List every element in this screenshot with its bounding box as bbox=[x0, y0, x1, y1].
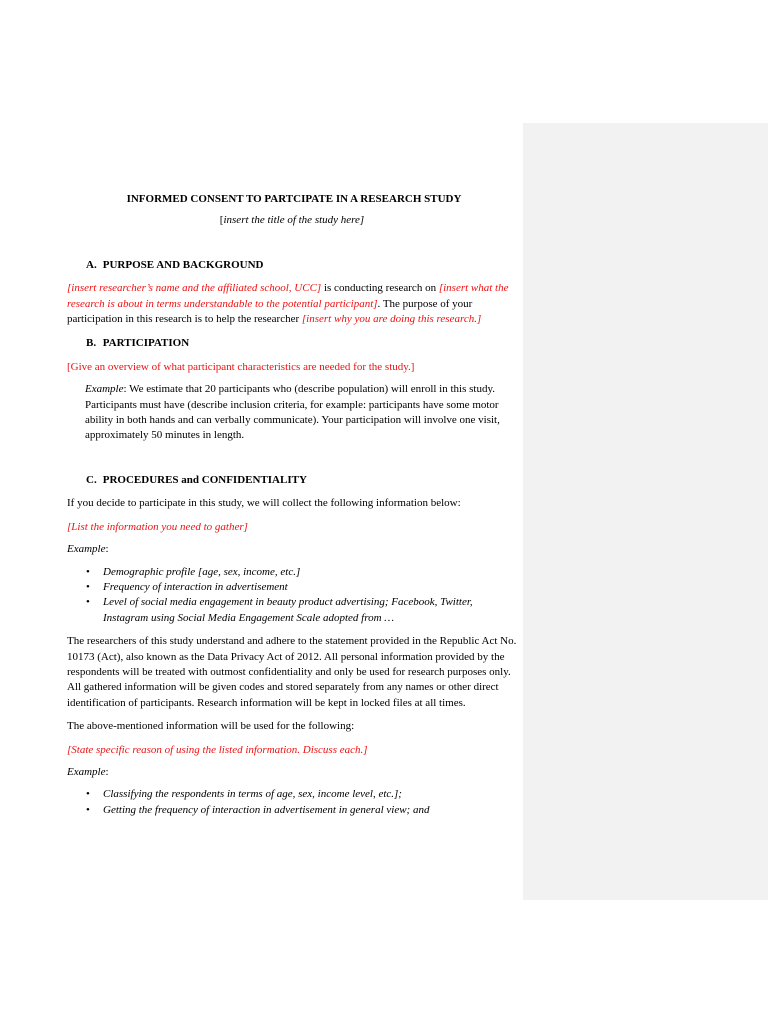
section-b-example-label: Example bbox=[85, 383, 124, 396]
list-item-text: Frequency of interaction in advertisement bbox=[103, 580, 288, 593]
document-subtitle bbox=[67, 213, 517, 228]
section-b-letter: B. bbox=[86, 337, 97, 350]
section-c-letter: C. bbox=[86, 473, 97, 486]
section-a-heading bbox=[67, 258, 517, 273]
placeholder-research-topic: [insert what the research is about in terms understandable to the potential participant] bbox=[67, 282, 509, 310]
usage-instruction: [State specific reason of using the listed information. Discuss each.] bbox=[67, 743, 368, 756]
section-c-intro: If you decide to participate in this study, we will collect the following information below: bbox=[67, 497, 461, 510]
section-a-text-1: is conducting research on bbox=[321, 282, 439, 295]
section-b-heading bbox=[67, 336, 517, 351]
list-item bbox=[67, 787, 517, 802]
bullet-icon: • bbox=[86, 788, 90, 801]
section-b-example-text: : We estimate that 20 participants who (describe population) will enroll in this study. Participants must have (describe inclusion criteria, for example: participants have some motor ability in both hands and can verbally communicate). Your participation will involve one visit, approximately 50 minutes in length. bbox=[85, 383, 500, 442]
list-item bbox=[67, 803, 517, 818]
comments-pane[interactable] bbox=[523, 123, 768, 900]
section-a-letter: A. bbox=[86, 258, 97, 271]
section-c-example-colon: : bbox=[105, 543, 109, 556]
list-item bbox=[67, 565, 517, 580]
list-item-text: Level of social media engagement in beauty product advertising; Facebook, Twitter, Instagram using Social Media Engagement Scale adopted from … bbox=[103, 596, 473, 624]
list-item bbox=[67, 595, 517, 626]
usage-bullet-list bbox=[67, 787, 517, 818]
usage-example bbox=[67, 765, 517, 780]
placeholder-researcher: [insert researcher’s name and the affiliated school, UCC] bbox=[67, 282, 322, 295]
section-b-example bbox=[67, 382, 517, 444]
bullet-icon: • bbox=[86, 596, 90, 609]
bullet-icon: • bbox=[86, 565, 90, 578]
list-item-text: Demographic profile [age, sex, income, etc.] bbox=[103, 565, 301, 578]
section-b-title: PARTICIPATION bbox=[102, 337, 190, 350]
list-item bbox=[67, 580, 517, 595]
section-c-instruction: [List the information you need to gather] bbox=[67, 520, 248, 533]
confidentiality-paragraph: The researchers of this study understand and adhere to the statement provided in the Republic Act No. 10173 (Act), also known as the Data Privacy Act of 2012. All personal information provided by the respondents will be treated with outmost confidentiality and only be used for research purposes only. All gathered information will be given codes and stored separately from any names or other direct identification of participants. Research information will be kept in locked files at all times. bbox=[67, 635, 517, 709]
usage-intro: The above-mentioned information will be used for the following: bbox=[67, 720, 355, 733]
section-a-text-2: . The purpose of your participation in this research is to help the researcher bbox=[67, 297, 473, 326]
placeholder-research-reason: [insert why you are doing this research.] bbox=[301, 313, 482, 326]
section-c-title: PROCEDURES and CONFIDENTIALITY bbox=[102, 473, 307, 486]
section-c-example bbox=[67, 542, 517, 557]
usage-example-colon: : bbox=[105, 765, 109, 778]
document-title: INFORMED CONSENT TO PARTCIPATE IN A RESEARCH STUDY bbox=[126, 193, 462, 205]
comments-pane-title: Comment [?] bbox=[539, 135, 598, 146]
section-a-paragraph bbox=[67, 281, 517, 327]
subtitle-text: insert the title of the study here] bbox=[223, 214, 365, 227]
info-bullet-list bbox=[67, 565, 517, 627]
section-c-example-label: Example bbox=[67, 543, 106, 556]
section-b-instruction: [Give an overview of what participant characteristics are needed for the study.] bbox=[67, 360, 415, 373]
subtitle-open-bracket: [ bbox=[219, 214, 224, 227]
list-item-text: Classifying the respondents in terms of age, sex, income level, etc.]; bbox=[103, 788, 402, 801]
usage-example-label: Example bbox=[67, 765, 106, 778]
section-a-title: PURPOSE AND BACKGROUND bbox=[102, 258, 264, 271]
bullet-icon: • bbox=[86, 580, 90, 593]
bullet-icon: • bbox=[86, 803, 90, 816]
document-body[interactable] bbox=[67, 192, 517, 818]
section-c-heading bbox=[67, 473, 517, 488]
list-item-text: Getting the frequency of interaction in advertisement in general view; and bbox=[103, 803, 430, 816]
